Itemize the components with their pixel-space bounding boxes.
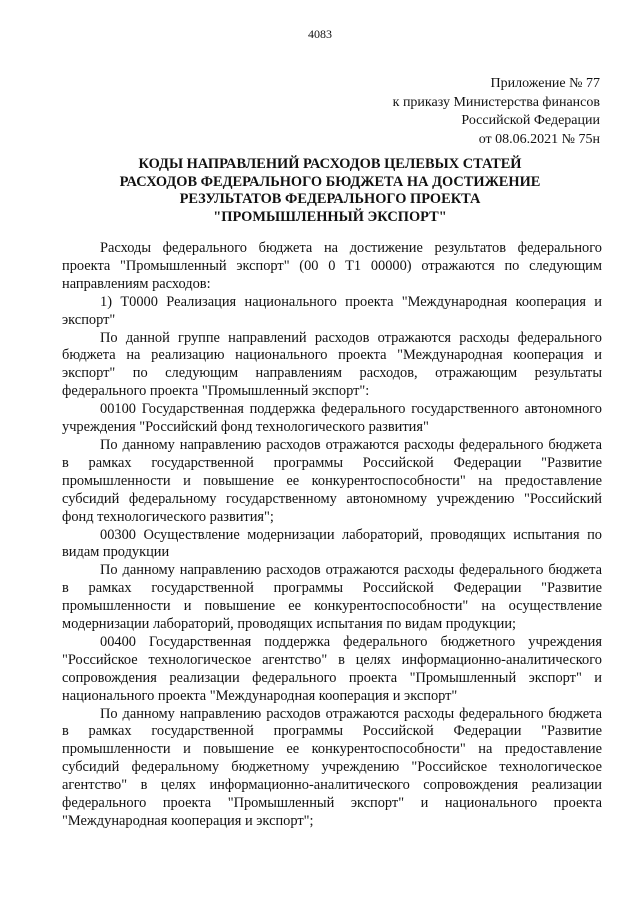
title-line: "ПРОМЫШЛЕННЫЙ ЭКСПОРТ" (213, 208, 447, 225)
paragraph: По данной группе направлений расходов отражаются расходы федерального бюджета на реализацию национального проекта "Международная кооперация и экспорт" по следующим направлениям расходов, отражающим результаты федерального проекта "Промышленный экспорт": (62, 329, 602, 400)
paragraph: 00400 Государственная поддержка федерального бюджетного учреждения "Российское технологическое агентство" в целях информационно-аналитического сопровождения реализации федерального проекта "Промышленный экспорт" и национального проекта "Международная кооперация и экспорт" (62, 633, 602, 704)
paragraph: 1) Т0000 Реализация национального проекта "Международная кооперация и экспорт" (62, 293, 602, 328)
paragraph: Расходы федерального бюджета на достижение результатов федерального проекта "Промышленный экспорт" (00 0 Т1 00000) отражаются по следующим направлениям расходов: (62, 240, 602, 292)
paragraph: По данному направлению расходов отражаются расходы федерального бюджета в рамках государственной программы Российской Федерации "Развитие промышленности и повышение ее конкурентоспособности" на предоставление субсидий федеральному государственному автономному учреждению "Российский фонд технологического развития"; (62, 436, 602, 525)
appendix-line: от 08.06.2021 № 75н (478, 131, 600, 147)
paragraph: 00300 Осуществление модернизации лабораторий, проводящих испытания по видам продукции (62, 526, 602, 561)
appendix-line: к приказу Министерства финансов (392, 94, 600, 110)
appendix-line: Приложение № 77 (490, 76, 600, 91)
title-line: РЕЗУЛЬТАТОВ ФЕДЕРАЛЬНОГО ПРОЕКТА (179, 191, 481, 207)
document-title (60, 156, 600, 226)
appendix-line: Российской Федерации (461, 113, 600, 128)
document-body (62, 240, 602, 831)
title-line: КОДЫ НАПРАВЛЕНИЙ РАСХОДОВ ЦЕЛЕВЫХ СТАТЕЙ (138, 156, 522, 172)
appendix-block (340, 75, 600, 149)
title-line: РАСХОДОВ ФЕДЕРАЛЬНОГО БЮДЖЕТА НА ДОСТИЖЕНИЕ (119, 173, 541, 190)
page-number: 4083 (308, 27, 332, 41)
paragraph: По данному направлению расходов отражаются расходы федерального бюджета в рамках государственной программы Российской Федерации "Развитие промышленности и повышение ее конкурентоспособности" на предоставление субсидий федеральному бюджетному учреждению "Российское технологическое агентство" в целях информационно-аналитического сопровождения реализации федерального проекта "Промышленный экспорт" и национального проекта "Международная кооперация и экспорт"; (62, 705, 602, 829)
paragraph: По данному направлению расходов отражаются расходы федерального бюджета в рамках государственной программы Российской Федерации "Развитие промышленности и повышение ее конкурентоспособности" на осуществление модернизации лабораторий, проводящих испытания по видам продукции; (62, 562, 602, 633)
paragraph: 00100 Государственная поддержка федерального государственного автономного учреждения "Российский фонд технологического развития" (62, 401, 602, 436)
